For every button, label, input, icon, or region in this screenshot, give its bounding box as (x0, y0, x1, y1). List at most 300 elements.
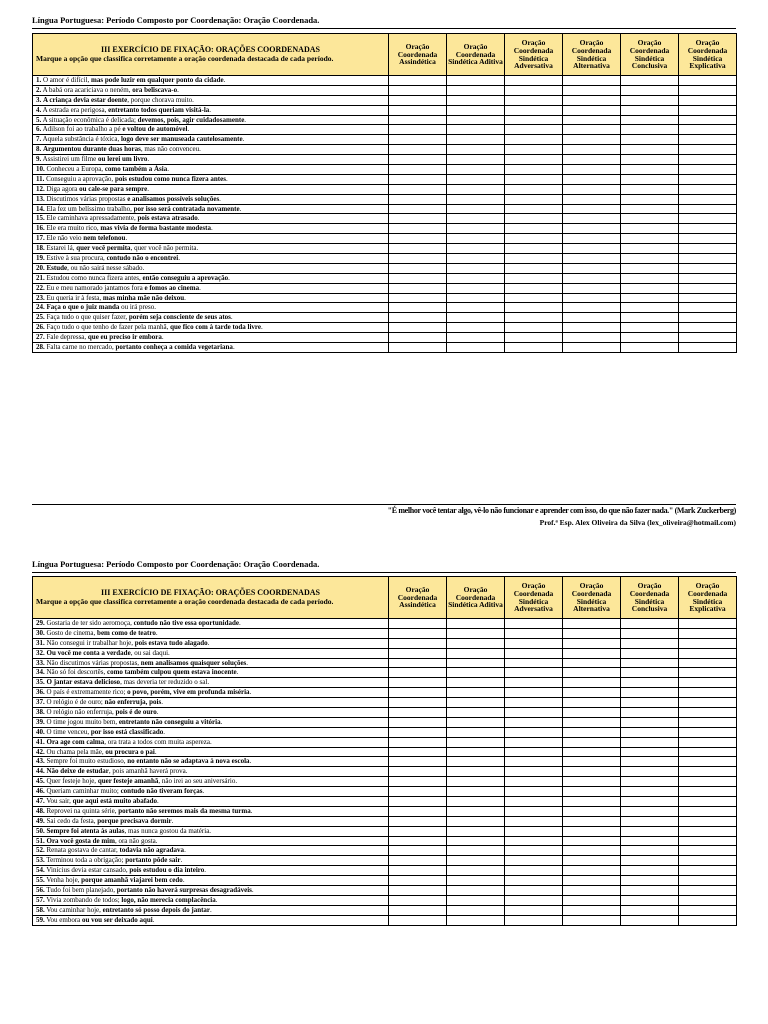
answer-cell-alternativa[interactable] (563, 717, 621, 727)
answer-cell-explicativa[interactable] (679, 688, 737, 698)
answer-cell-adversativa[interactable] (505, 915, 563, 925)
answer-cell-alternativa[interactable] (563, 797, 621, 807)
answer-cell-assindetica[interactable] (389, 105, 447, 115)
answer-cell-adversativa[interactable] (505, 135, 563, 145)
answer-cell-adversativa[interactable] (505, 747, 563, 757)
answer-cell-assindetica[interactable] (389, 876, 447, 886)
answer-cell-alternativa[interactable] (563, 155, 621, 165)
answer-cell-assindetica[interactable] (389, 619, 447, 629)
answer-cell-explicativa[interactable] (679, 826, 737, 836)
answer-cell-explicativa[interactable] (679, 85, 737, 95)
answer-cell-alternativa[interactable] (563, 105, 621, 115)
answer-cell-assindetica[interactable] (389, 273, 447, 283)
answer-cell-assindetica[interactable] (389, 214, 447, 224)
answer-cell-aditiva[interactable] (447, 826, 505, 836)
answer-cell-adversativa[interactable] (505, 313, 563, 323)
answer-cell-assindetica[interactable] (389, 293, 447, 303)
answer-cell-assindetica[interactable] (389, 204, 447, 214)
answer-cell-alternativa[interactable] (563, 628, 621, 638)
answer-cell-alternativa[interactable] (563, 619, 621, 629)
answer-cell-explicativa[interactable] (679, 678, 737, 688)
answer-cell-adversativa[interactable] (505, 293, 563, 303)
answer-cell-explicativa[interactable] (679, 224, 737, 234)
answer-cell-assindetica[interactable] (389, 836, 447, 846)
answer-cell-adversativa[interactable] (505, 204, 563, 214)
answer-cell-alternativa[interactable] (563, 76, 621, 86)
answer-cell-adversativa[interactable] (505, 165, 563, 175)
answer-cell-aditiva[interactable] (447, 747, 505, 757)
answer-cell-explicativa[interactable] (679, 915, 737, 925)
answer-cell-explicativa[interactable] (679, 323, 737, 333)
answer-cell-conclusiva[interactable] (621, 856, 679, 866)
answer-cell-alternativa[interactable] (563, 866, 621, 876)
answer-cell-adversativa[interactable] (505, 708, 563, 718)
answer-cell-alternativa[interactable] (563, 85, 621, 95)
answer-cell-alternativa[interactable] (563, 816, 621, 826)
answer-cell-assindetica[interactable] (389, 747, 447, 757)
answer-cell-assindetica[interactable] (389, 125, 447, 135)
answer-cell-conclusiva[interactable] (621, 283, 679, 293)
answer-cell-adversativa[interactable] (505, 234, 563, 244)
answer-cell-adversativa[interactable] (505, 105, 563, 115)
answer-cell-aditiva[interactable] (447, 343, 505, 353)
answer-cell-alternativa[interactable] (563, 165, 621, 175)
answer-cell-adversativa[interactable] (505, 717, 563, 727)
answer-cell-adversativa[interactable] (505, 797, 563, 807)
answer-cell-alternativa[interactable] (563, 648, 621, 658)
answer-cell-conclusiva[interactable] (621, 737, 679, 747)
answer-cell-conclusiva[interactable] (621, 125, 679, 135)
answer-cell-alternativa[interactable] (563, 688, 621, 698)
answer-cell-explicativa[interactable] (679, 876, 737, 886)
answer-cell-explicativa[interactable] (679, 737, 737, 747)
answer-cell-aditiva[interactable] (447, 737, 505, 747)
answer-cell-explicativa[interactable] (679, 658, 737, 668)
answer-cell-explicativa[interactable] (679, 747, 737, 757)
answer-cell-conclusiva[interactable] (621, 915, 679, 925)
answer-cell-conclusiva[interactable] (621, 224, 679, 234)
answer-cell-explicativa[interactable] (679, 727, 737, 737)
answer-cell-alternativa[interactable] (563, 905, 621, 915)
answer-cell-explicativa[interactable] (679, 895, 737, 905)
answer-cell-adversativa[interactable] (505, 737, 563, 747)
answer-cell-conclusiva[interactable] (621, 698, 679, 708)
answer-cell-alternativa[interactable] (563, 303, 621, 313)
answer-cell-alternativa[interactable] (563, 293, 621, 303)
answer-cell-alternativa[interactable] (563, 273, 621, 283)
answer-cell-assindetica[interactable] (389, 194, 447, 204)
answer-cell-assindetica[interactable] (389, 184, 447, 194)
answer-cell-conclusiva[interactable] (621, 273, 679, 283)
answer-cell-alternativa[interactable] (563, 184, 621, 194)
answer-cell-assindetica[interactable] (389, 797, 447, 807)
answer-cell-conclusiva[interactable] (621, 293, 679, 303)
answer-cell-alternativa[interactable] (563, 174, 621, 184)
answer-cell-alternativa[interactable] (563, 244, 621, 254)
answer-cell-explicativa[interactable] (679, 135, 737, 145)
answer-cell-conclusiva[interactable] (621, 343, 679, 353)
answer-cell-explicativa[interactable] (679, 165, 737, 175)
answer-cell-adversativa[interactable] (505, 619, 563, 629)
answer-cell-adversativa[interactable] (505, 224, 563, 234)
answer-cell-aditiva[interactable] (447, 806, 505, 816)
answer-cell-alternativa[interactable] (563, 125, 621, 135)
answer-cell-adversativa[interactable] (505, 283, 563, 293)
answer-cell-alternativa[interactable] (563, 698, 621, 708)
answer-cell-assindetica[interactable] (389, 234, 447, 244)
answer-cell-assindetica[interactable] (389, 688, 447, 698)
answer-cell-assindetica[interactable] (389, 668, 447, 678)
answer-cell-conclusiva[interactable] (621, 135, 679, 145)
answer-cell-aditiva[interactable] (447, 204, 505, 214)
answer-cell-alternativa[interactable] (563, 638, 621, 648)
answer-cell-aditiva[interactable] (447, 85, 505, 95)
answer-cell-aditiva[interactable] (447, 194, 505, 204)
answer-cell-explicativa[interactable] (679, 886, 737, 896)
answer-cell-assindetica[interactable] (389, 806, 447, 816)
answer-cell-adversativa[interactable] (505, 95, 563, 105)
answer-cell-adversativa[interactable] (505, 895, 563, 905)
answer-cell-aditiva[interactable] (447, 895, 505, 905)
answer-cell-explicativa[interactable] (679, 244, 737, 254)
answer-cell-explicativa[interactable] (679, 234, 737, 244)
answer-cell-aditiva[interactable] (447, 303, 505, 313)
answer-cell-explicativa[interactable] (679, 155, 737, 165)
answer-cell-alternativa[interactable] (563, 263, 621, 273)
answer-cell-explicativa[interactable] (679, 125, 737, 135)
answer-cell-aditiva[interactable] (447, 155, 505, 165)
answer-cell-adversativa[interactable] (505, 214, 563, 224)
answer-cell-explicativa[interactable] (679, 619, 737, 629)
answer-cell-adversativa[interactable] (505, 184, 563, 194)
answer-cell-adversativa[interactable] (505, 668, 563, 678)
answer-cell-conclusiva[interactable] (621, 263, 679, 273)
answer-cell-assindetica[interactable] (389, 638, 447, 648)
answer-cell-assindetica[interactable] (389, 856, 447, 866)
answer-cell-alternativa[interactable] (563, 95, 621, 105)
answer-cell-alternativa[interactable] (563, 668, 621, 678)
answer-cell-explicativa[interactable] (679, 184, 737, 194)
answer-cell-assindetica[interactable] (389, 866, 447, 876)
answer-cell-assindetica[interactable] (389, 283, 447, 293)
answer-cell-conclusiva[interactable] (621, 806, 679, 816)
answer-cell-aditiva[interactable] (447, 698, 505, 708)
answer-cell-aditiva[interactable] (447, 816, 505, 826)
answer-cell-conclusiva[interactable] (621, 846, 679, 856)
answer-cell-explicativa[interactable] (679, 343, 737, 353)
answer-cell-conclusiva[interactable] (621, 648, 679, 658)
answer-cell-conclusiva[interactable] (621, 333, 679, 343)
answer-cell-alternativa[interactable] (563, 727, 621, 737)
answer-cell-adversativa[interactable] (505, 648, 563, 658)
answer-cell-conclusiva[interactable] (621, 165, 679, 175)
answer-cell-alternativa[interactable] (563, 856, 621, 866)
answer-cell-conclusiva[interactable] (621, 234, 679, 244)
answer-cell-conclusiva[interactable] (621, 619, 679, 629)
answer-cell-aditiva[interactable] (447, 184, 505, 194)
answer-cell-conclusiva[interactable] (621, 658, 679, 668)
answer-cell-assindetica[interactable] (389, 826, 447, 836)
answer-cell-assindetica[interactable] (389, 174, 447, 184)
answer-cell-adversativa[interactable] (505, 333, 563, 343)
answer-cell-conclusiva[interactable] (621, 866, 679, 876)
answer-cell-aditiva[interactable] (447, 846, 505, 856)
answer-cell-aditiva[interactable] (447, 668, 505, 678)
answer-cell-aditiva[interactable] (447, 727, 505, 737)
answer-cell-assindetica[interactable] (389, 846, 447, 856)
answer-cell-aditiva[interactable] (447, 293, 505, 303)
answer-cell-aditiva[interactable] (447, 313, 505, 323)
answer-cell-aditiva[interactable] (447, 273, 505, 283)
answer-cell-conclusiva[interactable] (621, 115, 679, 125)
answer-cell-adversativa[interactable] (505, 757, 563, 767)
answer-cell-conclusiva[interactable] (621, 678, 679, 688)
answer-cell-adversativa[interactable] (505, 836, 563, 846)
answer-cell-explicativa[interactable] (679, 95, 737, 105)
answer-cell-explicativa[interactable] (679, 797, 737, 807)
answer-cell-conclusiva[interactable] (621, 105, 679, 115)
answer-cell-explicativa[interactable] (679, 115, 737, 125)
answer-cell-alternativa[interactable] (563, 886, 621, 896)
answer-cell-explicativa[interactable] (679, 717, 737, 727)
answer-cell-explicativa[interactable] (679, 638, 737, 648)
answer-cell-alternativa[interactable] (563, 678, 621, 688)
answer-cell-aditiva[interactable] (447, 628, 505, 638)
answer-cell-conclusiva[interactable] (621, 757, 679, 767)
answer-cell-alternativa[interactable] (563, 115, 621, 125)
answer-cell-explicativa[interactable] (679, 767, 737, 777)
answer-cell-assindetica[interactable] (389, 145, 447, 155)
answer-cell-explicativa[interactable] (679, 866, 737, 876)
answer-cell-alternativa[interactable] (563, 708, 621, 718)
answer-cell-alternativa[interactable] (563, 234, 621, 244)
answer-cell-assindetica[interactable] (389, 658, 447, 668)
answer-cell-conclusiva[interactable] (621, 886, 679, 896)
answer-cell-assindetica[interactable] (389, 115, 447, 125)
answer-cell-assindetica[interactable] (389, 254, 447, 264)
answer-cell-alternativa[interactable] (563, 836, 621, 846)
answer-cell-aditiva[interactable] (447, 905, 505, 915)
answer-cell-assindetica[interactable] (389, 95, 447, 105)
answer-cell-assindetica[interactable] (389, 628, 447, 638)
answer-cell-explicativa[interactable] (679, 816, 737, 826)
answer-cell-explicativa[interactable] (679, 333, 737, 343)
answer-cell-aditiva[interactable] (447, 777, 505, 787)
answer-cell-assindetica[interactable] (389, 155, 447, 165)
answer-cell-alternativa[interactable] (563, 214, 621, 224)
answer-cell-assindetica[interactable] (389, 767, 447, 777)
answer-cell-aditiva[interactable] (447, 797, 505, 807)
answer-cell-aditiva[interactable] (447, 688, 505, 698)
answer-cell-conclusiva[interactable] (621, 816, 679, 826)
answer-cell-assindetica[interactable] (389, 135, 447, 145)
answer-cell-assindetica[interactable] (389, 777, 447, 787)
answer-cell-adversativa[interactable] (505, 343, 563, 353)
answer-cell-conclusiva[interactable] (621, 836, 679, 846)
answer-cell-aditiva[interactable] (447, 174, 505, 184)
answer-cell-explicativa[interactable] (679, 214, 737, 224)
answer-cell-conclusiva[interactable] (621, 797, 679, 807)
answer-cell-alternativa[interactable] (563, 254, 621, 264)
answer-cell-conclusiva[interactable] (621, 194, 679, 204)
answer-cell-aditiva[interactable] (447, 254, 505, 264)
answer-cell-alternativa[interactable] (563, 283, 621, 293)
answer-cell-conclusiva[interactable] (621, 303, 679, 313)
answer-cell-aditiva[interactable] (447, 224, 505, 234)
answer-cell-conclusiva[interactable] (621, 214, 679, 224)
answer-cell-aditiva[interactable] (447, 263, 505, 273)
answer-cell-assindetica[interactable] (389, 224, 447, 234)
answer-cell-adversativa[interactable] (505, 323, 563, 333)
answer-cell-conclusiva[interactable] (621, 876, 679, 886)
answer-cell-adversativa[interactable] (505, 244, 563, 254)
answer-cell-conclusiva[interactable] (621, 767, 679, 777)
answer-cell-adversativa[interactable] (505, 76, 563, 86)
answer-cell-aditiva[interactable] (447, 717, 505, 727)
answer-cell-adversativa[interactable] (505, 787, 563, 797)
answer-cell-adversativa[interactable] (505, 727, 563, 737)
answer-cell-explicativa[interactable] (679, 105, 737, 115)
answer-cell-alternativa[interactable] (563, 145, 621, 155)
answer-cell-aditiva[interactable] (447, 836, 505, 846)
answer-cell-adversativa[interactable] (505, 777, 563, 787)
answer-cell-aditiva[interactable] (447, 678, 505, 688)
answer-cell-alternativa[interactable] (563, 224, 621, 234)
answer-cell-aditiva[interactable] (447, 244, 505, 254)
answer-cell-alternativa[interactable] (563, 876, 621, 886)
answer-cell-adversativa[interactable] (505, 678, 563, 688)
answer-cell-conclusiva[interactable] (621, 717, 679, 727)
answer-cell-conclusiva[interactable] (621, 313, 679, 323)
answer-cell-explicativa[interactable] (679, 628, 737, 638)
answer-cell-alternativa[interactable] (563, 747, 621, 757)
answer-cell-adversativa[interactable] (505, 145, 563, 155)
answer-cell-conclusiva[interactable] (621, 638, 679, 648)
answer-cell-assindetica[interactable] (389, 165, 447, 175)
answer-cell-assindetica[interactable] (389, 76, 447, 86)
answer-cell-assindetica[interactable] (389, 85, 447, 95)
answer-cell-explicativa[interactable] (679, 283, 737, 293)
answer-cell-adversativa[interactable] (505, 303, 563, 313)
answer-cell-assindetica[interactable] (389, 787, 447, 797)
answer-cell-assindetica[interactable] (389, 648, 447, 658)
answer-cell-explicativa[interactable] (679, 76, 737, 86)
answer-cell-conclusiva[interactable] (621, 708, 679, 718)
answer-cell-conclusiva[interactable] (621, 323, 679, 333)
answer-cell-conclusiva[interactable] (621, 95, 679, 105)
answer-cell-assindetica[interactable] (389, 313, 447, 323)
answer-cell-aditiva[interactable] (447, 234, 505, 244)
answer-cell-adversativa[interactable] (505, 846, 563, 856)
answer-cell-aditiva[interactable] (447, 648, 505, 658)
answer-cell-aditiva[interactable] (447, 283, 505, 293)
answer-cell-alternativa[interactable] (563, 333, 621, 343)
answer-cell-adversativa[interactable] (505, 273, 563, 283)
answer-cell-conclusiva[interactable] (621, 145, 679, 155)
answer-cell-adversativa[interactable] (505, 194, 563, 204)
answer-cell-adversativa[interactable] (505, 826, 563, 836)
answer-cell-aditiva[interactable] (447, 333, 505, 343)
answer-cell-aditiva[interactable] (447, 767, 505, 777)
answer-cell-conclusiva[interactable] (621, 76, 679, 86)
answer-cell-explicativa[interactable] (679, 698, 737, 708)
answer-cell-assindetica[interactable] (389, 303, 447, 313)
answer-cell-conclusiva[interactable] (621, 688, 679, 698)
answer-cell-aditiva[interactable] (447, 323, 505, 333)
answer-cell-assindetica[interactable] (389, 915, 447, 925)
answer-cell-explicativa[interactable] (679, 174, 737, 184)
answer-cell-explicativa[interactable] (679, 313, 737, 323)
answer-cell-adversativa[interactable] (505, 688, 563, 698)
answer-cell-conclusiva[interactable] (621, 628, 679, 638)
answer-cell-adversativa[interactable] (505, 638, 563, 648)
answer-cell-explicativa[interactable] (679, 145, 737, 155)
answer-cell-adversativa[interactable] (505, 816, 563, 826)
answer-cell-aditiva[interactable] (447, 856, 505, 866)
answer-cell-conclusiva[interactable] (621, 244, 679, 254)
answer-cell-assindetica[interactable] (389, 757, 447, 767)
answer-cell-alternativa[interactable] (563, 787, 621, 797)
answer-cell-conclusiva[interactable] (621, 184, 679, 194)
answer-cell-adversativa[interactable] (505, 905, 563, 915)
answer-cell-aditiva[interactable] (447, 115, 505, 125)
answer-cell-aditiva[interactable] (447, 165, 505, 175)
answer-cell-conclusiva[interactable] (621, 787, 679, 797)
answer-cell-aditiva[interactable] (447, 658, 505, 668)
answer-cell-explicativa[interactable] (679, 648, 737, 658)
answer-cell-explicativa[interactable] (679, 254, 737, 264)
answer-cell-assindetica[interactable] (389, 717, 447, 727)
answer-cell-adversativa[interactable] (505, 886, 563, 896)
answer-cell-alternativa[interactable] (563, 806, 621, 816)
answer-cell-alternativa[interactable] (563, 915, 621, 925)
answer-cell-assindetica[interactable] (389, 727, 447, 737)
answer-cell-alternativa[interactable] (563, 343, 621, 353)
answer-cell-adversativa[interactable] (505, 174, 563, 184)
answer-cell-adversativa[interactable] (505, 856, 563, 866)
answer-cell-aditiva[interactable] (447, 866, 505, 876)
answer-cell-conclusiva[interactable] (621, 826, 679, 836)
answer-cell-explicativa[interactable] (679, 846, 737, 856)
answer-cell-aditiva[interactable] (447, 886, 505, 896)
answer-cell-alternativa[interactable] (563, 777, 621, 787)
answer-cell-assindetica[interactable] (389, 678, 447, 688)
answer-cell-assindetica[interactable] (389, 244, 447, 254)
answer-cell-aditiva[interactable] (447, 105, 505, 115)
answer-cell-conclusiva[interactable] (621, 895, 679, 905)
answer-cell-adversativa[interactable] (505, 254, 563, 264)
answer-cell-explicativa[interactable] (679, 273, 737, 283)
answer-cell-conclusiva[interactable] (621, 747, 679, 757)
answer-cell-explicativa[interactable] (679, 806, 737, 816)
answer-cell-assindetica[interactable] (389, 323, 447, 333)
answer-cell-conclusiva[interactable] (621, 85, 679, 95)
answer-cell-alternativa[interactable] (563, 826, 621, 836)
answer-cell-explicativa[interactable] (679, 293, 737, 303)
answer-cell-adversativa[interactable] (505, 876, 563, 886)
answer-cell-alternativa[interactable] (563, 658, 621, 668)
answer-cell-assindetica[interactable] (389, 737, 447, 747)
answer-cell-alternativa[interactable] (563, 737, 621, 747)
answer-cell-aditiva[interactable] (447, 876, 505, 886)
answer-cell-alternativa[interactable] (563, 757, 621, 767)
answer-cell-conclusiva[interactable] (621, 174, 679, 184)
answer-cell-explicativa[interactable] (679, 194, 737, 204)
answer-cell-explicativa[interactable] (679, 757, 737, 767)
answer-cell-aditiva[interactable] (447, 757, 505, 767)
answer-cell-explicativa[interactable] (679, 777, 737, 787)
answer-cell-adversativa[interactable] (505, 866, 563, 876)
